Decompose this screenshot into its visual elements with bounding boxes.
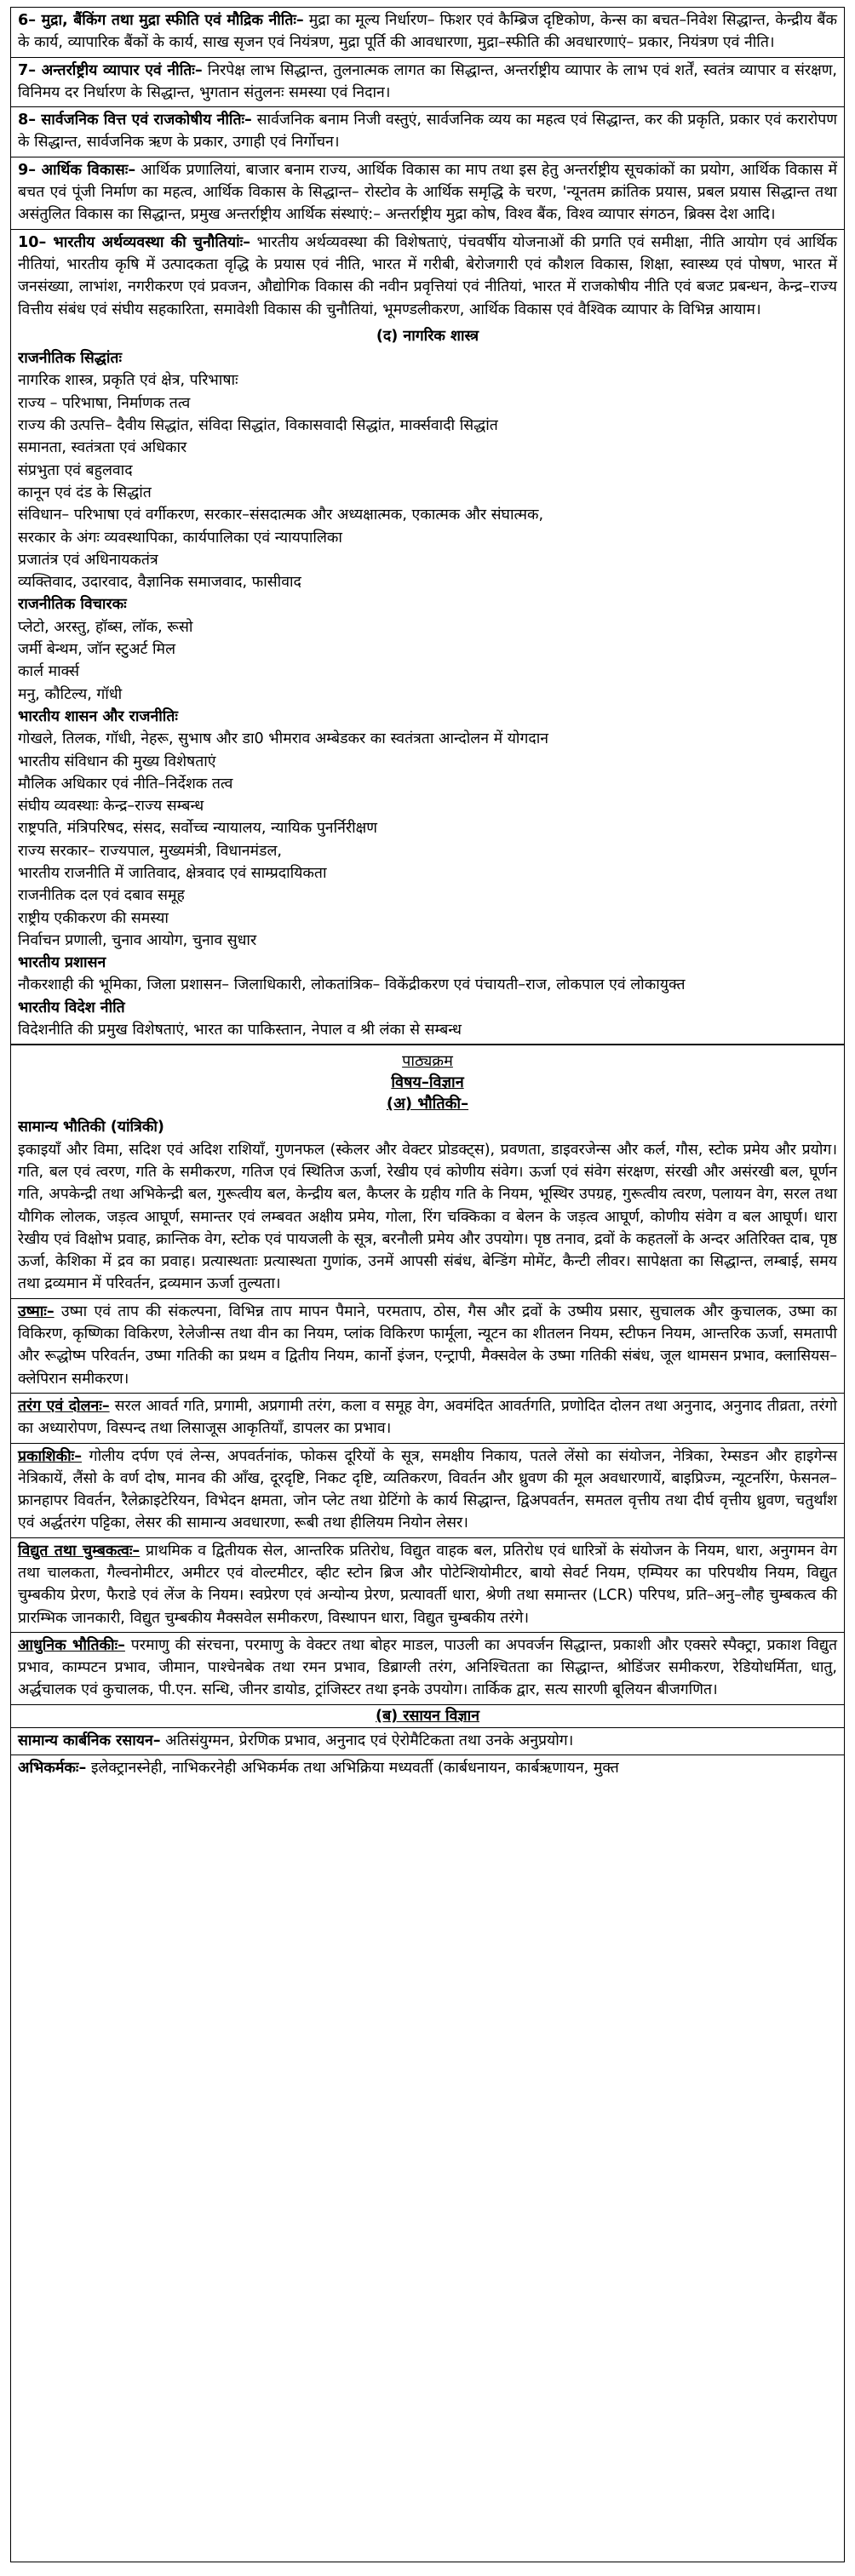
civics-group-heading: भारतीय प्रशासन [18, 954, 106, 972]
syllabus-title-box [11, 1045, 844, 1114]
science-text: परमाणु की संरचना, परमाणु के वेक्टर तथा बोहर माडल, पाउली का अपवर्जन सिद्धान्त, प्रकाशी और एक्सरे स्पैक्ट्रा, प्रकाश विद्युत प्रभाव, काम्पटन प्रभाव, जीमान, पाश्चेनबेक तथा रमन प्रभाव, डिब्राग्ली तरंग, अनिश्चितता का सिद्धान्त, श्रोडिंजर समीकरण, रेडियोधर्मिता, धातु, अर्द्धचालक एवं कुचालक, पी.एन. सन्धि, जीनर डायोड, ट्रांजिस्टर तथा इनके उपयोग। तार्किक द्वार, सत्य सारणी बूलियन बीजगणित। [18, 1636, 837, 1699]
modern-physics-block [11, 1633, 844, 1705]
civics-item: समानता, स्वतंत्रता एवं अधिकार [18, 439, 187, 457]
science-text: उष्मा एवं ताप की संकल्पना, विभिन्न ताप मापन पैमाने, परमताप, ठोस, गैस और द्रवों के उष्मीय प्रसार, सुचालक और कुचालक, उष्मा का विकिरण, कृष्णिका विकिरण, रेलेजीन्स तथा वीन का नियम, प्लांक विकिरण फार्मूला, न्यूटन का शीतलन नियम, स्टीफन नियम, आन्तरिक ऊर्जा, समतापी और रूद्धोष्म परिवर्तन, उष्मा गतिकी का प्रथम व द्वितीय नियम, कार्नो इंजन, एन्ट्रापी, मैक्सवेल के उष्मा गतिकी संबंध, जूल थामसन प्रभाव, क्लासियस–क्लेपिरान समीकरण। [18, 1302, 837, 1388]
civics-item: मनु, कौटिल्य, गॉधी [18, 685, 123, 703]
econ-text: मुद्रा का मूल्य निर्धारण– फिशर एवं कैम्ब्रिज दृष्टिकोण, केन्स का बचत–निवेश सिद्धान्त, केन्द्रीय बैंक के कार्य, व्यापारिक बैंकों के कार्य, साख सृजन एवं नियंत्रण, मुद्रा पूर्ति की आवधारणा, मुद्रा–स्फीति की अवधारणाएं– प्रकार, नियंत्रण एवं नीति। [18, 12, 837, 52]
science-text: सरल आवर्त गति, प्रगामी, अप्रगामी तरंग, कला व समूह वेग, अवमंदित आवर्तगति, प्रणोदित दोलन तथा अनुनाद, अनुनाद तीव्रता, तरंगो का अध्यारोपण, विस्पन्द तथा लिसाजूस आकृतियाँ, डापलर का प्रभाव। [18, 1397, 837, 1438]
civics-item: नागरिक शास्त्र, प्रकृति एवं क्षेत्र, परिभाषाः [18, 372, 238, 390]
civics-item: राष्ट्रपति, मंत्रिपरिषद, संसद, सर्वोच्च न्यायालय, न्यायिक पुनर्निरीक्षण [18, 820, 377, 838]
civics-item: कानून एवं दंड के सिद्धांत [18, 484, 152, 501]
science-paragraph [18, 1757, 837, 1779]
optics-block [11, 1444, 844, 1538]
mechanics-heading: सामान्य भौतिकी (यांत्रिकी) [18, 1119, 164, 1136]
science-paragraph [18, 1634, 837, 1702]
mechanics-text: इकाइयाँ और विमा, सदिश एवं अदिश राशियाँ, गुणनफल (स्केलर और वेक्टर प्रोडक्ट्स), प्रवणता, डाइवरजेन्स और कर्ल, गौस, स्टोक प्रमेय और प्रयोग। गति, बल एवं त्वरण, गति के समीकरण, गतिज एवं स्थितिज ऊर्जा, रेखीय एवं कोणीय संवेग। ऊर्जा एवं संवेग संरक्षण, संरखी और असंरखी बल, घूर्णन गति, अपकेन्द्री तथा अभिकेन्द्री बल, गुरूत्वीय बल, केन्द्रीय बल, कैप्लर के ग्रहीय गति के नियम, भूस्थिर उपग्रह, गुरूत्वीय त्वरण, पलायन वेग, सरल तथा यौगिक लोलक, जड़त्व आघूर्ण, समान्तर एवं लम्बवत अक्षीय प्रमेय, गोला, रिंग चक्किका व बेलन के जड़त्व आघूर्ण, कोणीय संवेग व बल आघूर्ण। धारा रेखीय एवं विक्षोभ प्रवाह, क्रान्तिक वेग, स्टोक एवं पायजली के सूत्र, बरनौली प्रमेय और उपयोग। पृष्ठ तनाव, द्रवों के कहतलों के अन्दर अतिरिक्त दाब, पृष्ठ ऊर्जा, केशिका में द्रव का प्रवाह। प्रत्यास्थताः प्रत्यास्थता गुणांक, उनमें आपसी संबंध, बेन्डिंग मोमेंट, कैन्टी लीवर। सापेक्षता का सिद्धान्त, लम्बाई, समय तथा द्रव्यमान में परिवर्तन, द्रव्यमान ऊर्जा तुल्यता। [18, 1141, 837, 1293]
civics-item: राज्य की उत्पत्ति– दैवीय सिद्धांत, संविदा सिद्धांत, विकासवादी सिद्धांत, मार्क्सवादी सिद्धांत [18, 417, 498, 435]
waves-block [11, 1394, 844, 1444]
econ-paragraph [18, 9, 837, 54]
econ-heading: 10– भारतीय अर्थव्यवस्था की चुनौतियांः– [18, 233, 250, 251]
econ-text: निरपेक्ष लाभ सिद्धान्त, तुलनात्मक लागत का सिद्धान्त, अन्तर्राष्ट्रीय व्यापार के लाभ एवं शर्तें, स्वतंत्र व्यापार व संरक्षण, विनिमय दर निर्धारण के सिद्धान्त, भुगतान संतुलनः समस्या एवं निदान। [18, 61, 838, 101]
science-heading: अभिकर्मकः– [18, 1760, 87, 1777]
science-text: गोलीय दर्पण एवं लेन्स, अपवर्तनांक, फोकस दूरियों के सूत्र, समक्षीय निकाय, पतले लेंसो का संयोजन, नेत्रिका, रेम्सडन और हाइगेन्स नेत्रिकायें, लैंसो के वर्ण दोष, मानव की आँख, दूरदृष्टि, निकट दृष्टि, व्यतिकरण, विवर्तन और ध्रुवण की मूल अवधारणायें, बाइप्रिज्म, न्यूटनरिंग, फेसनल–फ्रानहापर विवर्तन, रैलेक्राइटेरियन, विभेदन क्षमता, जोन प्लेट तथा ग्रेटिंगो के कार्य सिद्धान्त, द्विअपवर्तन, समतल वृत्तीय तथा दीर्घ वृत्तीय ध्रुवण, चतुर्थांश एवं अर्द्धतरंग पट्टिका, लेसर की सामान्य अवधारणा, रूबी तथा हीलियम नियोन लेसर। [18, 1447, 837, 1532]
civics-item: विदेशनीति की प्रमुख विशेषताएं, भारत का पाकिस्तान, नेपाल व श्री लंका से सम्बन्ध [18, 1022, 462, 1039]
civics-item: नौकरशाही की भूमिका, जिला प्रशासन– जिलाधिकारी, लोकतांत्रिक– विकेंद्रीकरण एवं पंचायती–राज, लोकपाल एवं लोकायुक्त [18, 976, 686, 994]
civics-group-heading: भारतीय शासन और राजनीतिः [18, 707, 178, 725]
science-heading: तरंग एवं दोलनः– [18, 1397, 110, 1415]
syllabus-title: पाठ्यक्रम [402, 1052, 453, 1071]
econ-section-9 [11, 157, 844, 230]
science-paragraph [18, 1540, 837, 1629]
science-section [11, 1045, 844, 1782]
econ-heading: 9– आर्थिक विकासः– [18, 161, 136, 179]
science-paragraph [18, 1445, 837, 1535]
heat-block [11, 1299, 844, 1394]
civics-item: राज्य सरकार– राज्यपाल, मुख्यमंत्री, विधानमंडल, [18, 842, 282, 860]
civics-item: व्यक्तिवाद, उदारवाद, वैज्ञानिक समाजवाद, फासीवाद [18, 574, 301, 592]
civics-item: राजनीतिक दल एवं दबाव समूह [18, 887, 185, 905]
science-heading: उष्माः– [18, 1302, 55, 1320]
econ-text: भारतीय अर्थव्यवस्था की विशेषताएं, पंचवर्षीय योजनाओं की प्रगति एवं समीक्षा, नीति आयोग एवं आर्थिक नीतियां, भारतीय कृषि में उत्पादकता वृद्धि के प्रयास एवं नीति, भारत में गरीबी, बेरोजगारी एवं कौशल विकास, शिक्षा, स्वास्थ्य एवं पोषण, भारत में जनसंख्या, लाभांश, नगरीकरण एवं प्रवजन, औद्योगिक विकास की नवीन प्रवृत्तियां एवं नीतियां, भारत में राजकोषीय नीति एवं बजट प्रबन्धन, केन्द्र–राज्य वित्तीय संबंध एवं संघीय सहकारिता, समावेशी विकास की चुनौतियां, भूमण्डलीकरण, आर्थिक विकास एवं वैश्विक व्यापार के विभिन्न आयाम। [18, 233, 838, 318]
science-heading: विद्युत तथा चुम्बकत्वः– [18, 1542, 141, 1560]
econ-heading: 7– अन्तर्राष्ट्रीय व्यापार एवं नीतिः– [18, 61, 203, 79]
econ-section-7 [11, 58, 844, 108]
civics-item: मौलिक अधिकार एवं नीति–निर्देशक तत्व [18, 775, 233, 793]
civics-item: गोखले, तिलक, गॉधी, नेहरू, सुभाष और डा0 भीमराव अम्बेडकर का स्वतंत्रता आन्दोलन में योगदान [18, 730, 549, 748]
chemistry-title-block [11, 1705, 844, 1728]
civics-item: संप्रभुता एवं बहुलवाद [18, 461, 133, 479]
civics-group-heading: राजनीतिक विचारकः [18, 596, 127, 614]
subject-title: विषय–विज्ञान [391, 1073, 464, 1092]
physics-title: (अ) भौतिकी– [386, 1095, 469, 1113]
civics-group-heading: भारतीय विदेश नीति [18, 999, 125, 1016]
civics-item: निर्वाचन प्रणाली, चुनाव आयोग, चुनाव सुधार [18, 931, 257, 949]
science-heading: सामान्य कार्बनिक रसायन– [18, 1732, 161, 1750]
science-text: अतिसंयुग्मन, प्रेरणिक प्रभाव, अनुनाद एवं ऐरोमैटिकता तथा उनके अनुप्रयोग। [160, 1732, 574, 1750]
econ-heading: 8– सार्वजनिक वित्त एवं राजकोषीय नीतिः– [18, 112, 252, 129]
mechanics-block [11, 1114, 844, 1298]
civics-item: प्रजातंत्र एवं अधिनायकतंत्र [18, 551, 158, 569]
civics-item: भारतीय संविधान की मुख्य विशेषताएं [18, 753, 216, 770]
electricity-block [11, 1538, 844, 1633]
syllabus-page [10, 7, 845, 2562]
science-paragraph [18, 1730, 837, 1752]
chemistry-title: (ब) रसायन विज्ञान [376, 1707, 479, 1725]
science-text: प्राथमिक व द्वितीयक सेल, आन्तरिक प्रतिरोध, विद्युत वाहक बल, प्रतिरोध एवं धारित्रों के संयोजन के नियम, धारा, अनुगमन वेग तथा चालकता, गैल्वनोमीटर, अमीटर एवं वोल्टमीटर, व्हीट स्टोन ब्रिज और पोटेन्शियोमीटर, बायो सेवर्ट नियम, एम्पियर का परिपथीय नियम, विद्युत चुम्बकीय प्रेरण, फैराडे एवं लेंज के नियम। स्वप्रेरण एवं अन्योन्य प्रेरण, प्रत्यावर्ती धारा, श्रेणी तथा समान्तर (LCR) परिपथ, प्रति–अनु–लौह चुम्बकत्व की प्रारम्भिक जानकारी, विद्युत चुम्बकीय मैक्सवेल समीकरण, विस्थापन धारा, विद्युत चुम्बकीय तरंगे। [18, 1542, 837, 1627]
civics-title: (द) नागरिक शास्त्र [376, 327, 479, 345]
econ-heading: 6– मुद्रा, बैंकिंग तथा मुद्रा स्फीति एवं मौद्रिक नीतिः– [18, 12, 304, 29]
civics-item: सरकार के अंगः व्यवस्थापिका, कार्यपालिका एवं न्यायपालिका [18, 529, 342, 547]
science-heading: प्रकाशिकीः– [18, 1447, 83, 1465]
civics-section [11, 323, 844, 1045]
econ-section-6 [11, 8, 844, 58]
civics-item: संघीय व्यवस्थाः केन्द्र–राज्य सम्बन्ध [18, 798, 204, 816]
econ-section-10 [11, 230, 844, 323]
econ-paragraph [18, 60, 837, 105]
econ-text: आर्थिक प्रणालियां, बाजार बनाम राज्य, आर्थिक विकास का माप तथा इस हेतु अन्तर्राष्ट्रीय सूचकांकों का प्रयोग, आर्थिक विकास में बचत एवं पूंजी निर्माण का महत्व, आर्थिक विकास के सिद्धान्त– रोस्टोव के आर्थिक समृद्धि के चरण, 'न्यूनतम क्रांतिक प्रयास, प्रबल प्रयास सिद्धान्त तथा असंतुलित विकास का सिद्धान्त, प्रमुख अन्तर्राष्ट्रीय आर्थिक संस्थाएं:– अन्तर्राष्ट्रीय मुद्रा कोष, विश्व बैंक, विश्व व्यापार संगठन, ब्रिक्स देश आदि। [18, 161, 838, 224]
civics-item: प्लेटो, अरस्तु, हॉब्स, लॉक, रूसो [18, 618, 193, 636]
econ-text: सार्वजनिक बनाम निजी वस्तुएं, सार्वजनिक व्यय का महत्व एवं सिद्धान्त, कर की प्रकृति, प्रकार एवं करारोपण के सिद्धान्त, सार्वजनिक ऋण के प्रकार, उगाही एवं निर्गोचन। [18, 112, 837, 152]
civics-group-heading: राजनीतिक सिद्धांतः [18, 350, 122, 368]
econ-paragraph [18, 232, 837, 321]
science-paragraph [18, 1395, 837, 1440]
science-heading: आधुनिक भौतिकीः– [18, 1636, 125, 1654]
science-paragraph [18, 1301, 837, 1390]
chem-reagents-block [11, 1755, 844, 1782]
civics-item: कार्ल मार्क्स [18, 663, 80, 681]
civics-item: राज्य – परिभाषा, निर्माणक तत्व [18, 394, 191, 412]
econ-paragraph [18, 109, 837, 154]
civics-item: भारतीय राजनीति में जातिवाद, क्षेत्रवाद एवं साम्प्रदायिकता [18, 864, 327, 882]
civics-item: संविधान– परिभाषा एवं वर्गीकरण, सरकार–संसदात्मक और अध्यक्षात्मक, एकात्मक और संघात्मक, [18, 507, 544, 524]
econ-section-8 [11, 107, 844, 157]
science-text: इलेक्ट्रानस्नेही, नाभिकरनेही अभिकर्मक तथा अभिक्रिया मध्यवर्ती (कार्बधनायन, कार्बऋणायन, मुक्त [86, 1760, 619, 1777]
chem-organic-block [11, 1728, 844, 1755]
civics-item: जर्मी बेन्थम, जॉन स्टुअर्ट मिल [18, 641, 176, 659]
econ-paragraph [18, 159, 837, 226]
civics-item: राष्ट्रीय एकीकरण की समस्या [18, 909, 169, 927]
